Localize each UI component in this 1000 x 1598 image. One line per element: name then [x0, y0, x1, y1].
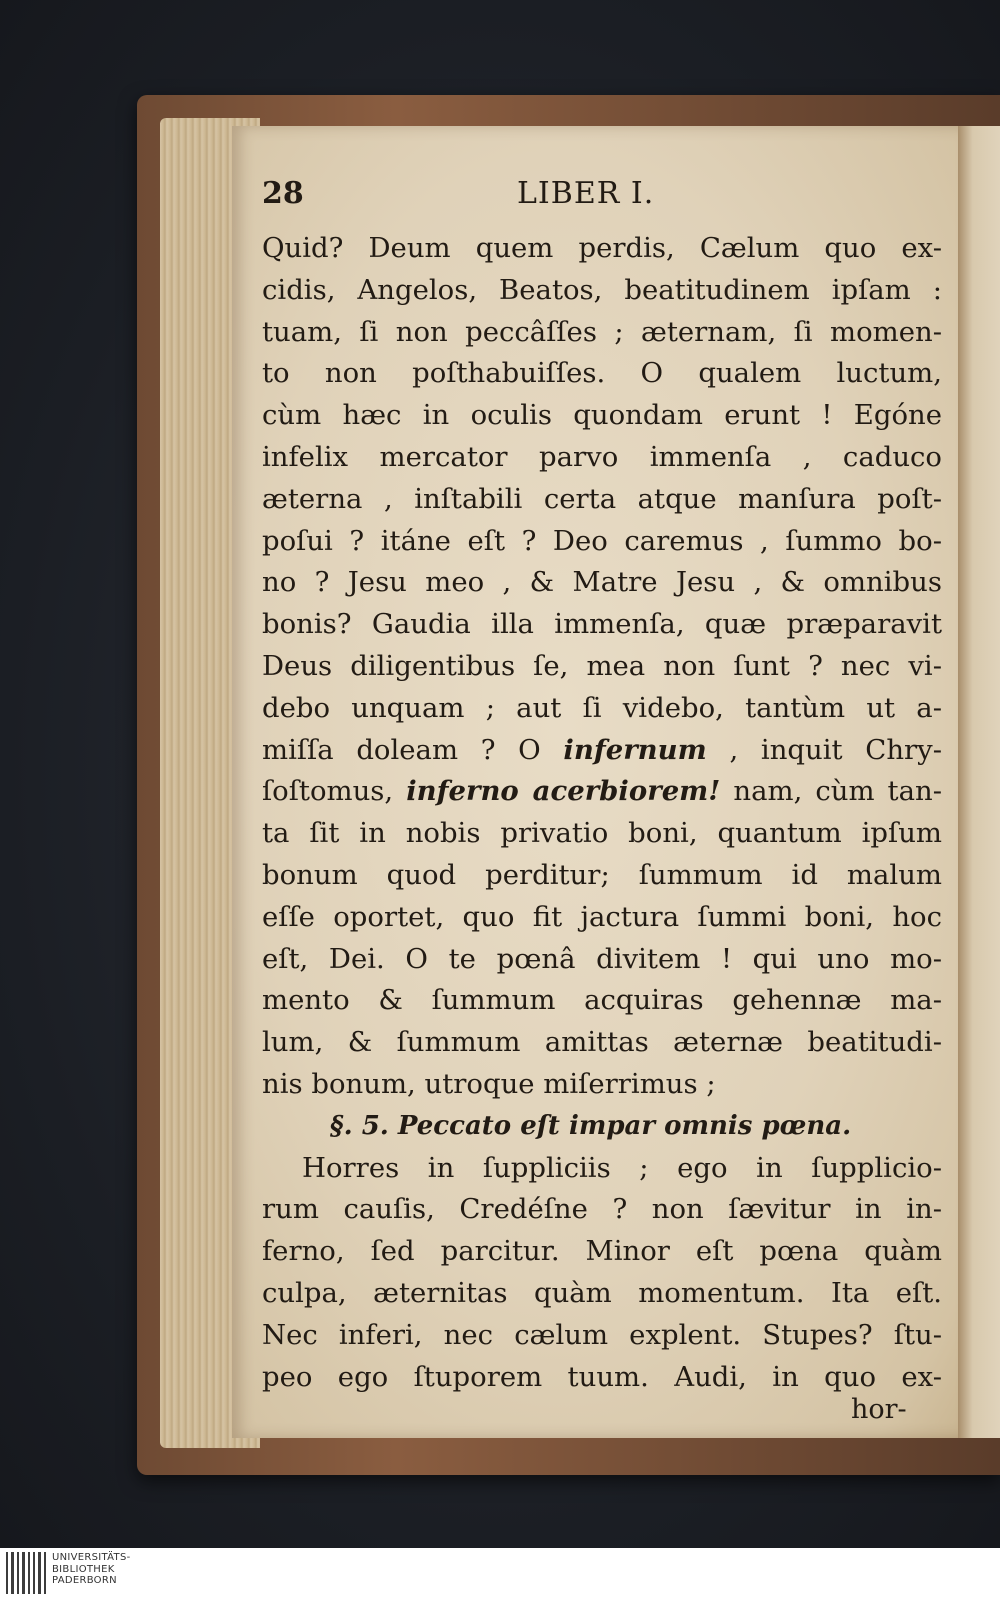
text-line: eſſe oportet, quo fit jactura ſummi boni, hoc	[262, 900, 942, 933]
text-line: Nec inferi, nec cælum explent. Stupes? ſtu-	[262, 1318, 942, 1351]
text-line: infelix mercator parvo immenſa , caduco	[262, 440, 942, 473]
footer-bar	[0, 1548, 1000, 1598]
text-line: to non poſthabuiſſes. O qualem luctum,	[262, 357, 942, 390]
text-line	[262, 771, 942, 813]
text-fragment: nam, cùm tan-	[720, 775, 942, 808]
text-line: ta ſit in nobis privatio boni, quantum ipſum	[262, 817, 942, 850]
text-line: Quid? Deum quem perdis, Cælum quo ex-	[262, 232, 942, 264]
text-line: nis bonum, utroque miſerrimus ;	[262, 1067, 716, 1100]
page-text	[262, 176, 942, 1398]
text-fragment: miſſa doleam ? O	[262, 733, 564, 766]
text-line: culpa, æternitas quàm momentum. Ita eſt.	[262, 1276, 942, 1309]
text-fragment: , inquit Chry-	[706, 733, 942, 766]
text-line: no ? Jesu meo , & Matre Jesu , & omnibus	[262, 566, 942, 599]
text-line: Deus diligentibus ſe, mea non ſunt ? nec vi-	[262, 649, 942, 682]
page-number: 28	[262, 176, 304, 211]
text-line: ferno, ſed parcitur. Minor eſt pœna quàm	[262, 1235, 942, 1268]
text-line: rum cauſis, Credéſne ? non ſævitur in in-	[262, 1193, 942, 1226]
text-line: tuam, ſi non peccâſſes ; æternam, ſi momen-	[262, 315, 942, 348]
text-line: peo ego ſtuporem tuum. Audi, in quo ex-	[262, 1360, 942, 1393]
text-line: lum, & ſummum amittas æternæ beatitudi-	[262, 1026, 942, 1059]
text-line: cidis, Angelos, Beatos, beatitudinem ipſam :	[262, 273, 942, 306]
text-line: debo unquam ; aut ſi videbo, tantùm ut a-	[262, 691, 942, 724]
page-header	[262, 176, 942, 228]
text-line: æterna , inſtabili certa atque manſura poſt-	[262, 482, 942, 515]
text-line: bonis? Gaudia illa immenſa, quæ præparavit	[262, 608, 942, 641]
text-line: eſt, Dei. O te pœnâ divitem ! qui uno mo-	[262, 942, 942, 975]
library-logo-icon	[6, 1552, 46, 1594]
text-line	[262, 730, 942, 772]
library-name-line: PADERBORN	[52, 1575, 117, 1586]
library-name	[52, 1552, 131, 1587]
text-line: poſui ? itáne eſt ? Deo caremus , ſummo bo-	[262, 524, 942, 557]
catchword: hor-	[851, 1394, 907, 1425]
text-fragment: ſoſtomus,	[262, 775, 407, 808]
text-line: Horres in ſuppliciis ; ego in ſupplicio-	[302, 1151, 942, 1184]
page-gutter	[958, 126, 1000, 1438]
italic-quote: inferno acerbiorem!	[406, 775, 721, 808]
running-head: LIBER I.	[517, 176, 655, 211]
italic-quote: infernum	[563, 733, 707, 766]
section-heading: §. 5. Peccato eſt impar omnis pœna.	[330, 1110, 852, 1141]
library-name-line: UNIVERSITÄTS-	[52, 1552, 131, 1563]
text-line: bonum quod perditur; ſummum id malum	[262, 858, 942, 891]
library-name-line: BIBLIOTHEK	[52, 1563, 115, 1575]
text-line: mento & ſummum acquiras gehennæ ma-	[262, 984, 942, 1017]
text-line: cùm hæc in oculis quondam erunt ! Egóne	[262, 399, 942, 432]
